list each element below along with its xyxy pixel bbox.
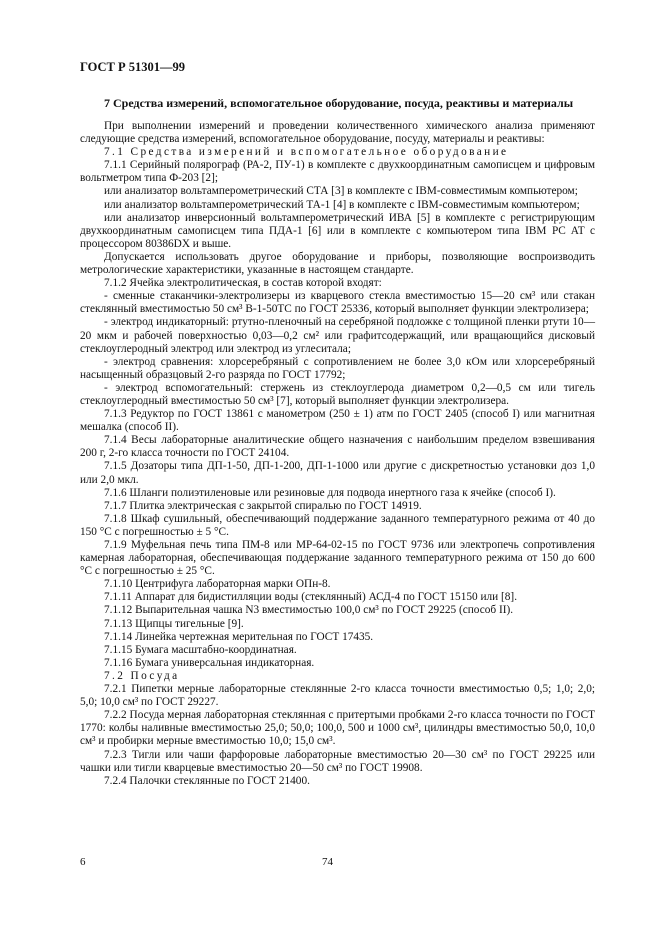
paragraph: 7.1.3 Редуктор по ГОСТ 13861 с манометром (250 ± 1) атм по ГОСТ 2405 (способ I) или магнитная мешалка (способ II). (80, 408, 595, 434)
document-body (80, 96, 595, 788)
paragraph: 7.1.8 Шкаф сушильный, обеспечивающий поддержание заданного температурного режима от 40 до 150 °С с погрешностью ± 5 °С. (80, 512, 595, 538)
paragraph: 7.1.2 Ячейка электролитическая, в состав которой входят: (104, 277, 382, 290)
subsection-heading: 7.1 Средства измерений и вспомогательное оборудование (104, 146, 509, 159)
paragraph: или анализатор вольтамперометрический СТА [3] в комплекте с IBM-совместимым компьютером; (104, 185, 578, 198)
list-item: - сменные стаканчики-электролизеры из кварцевого стекла вместимостью 15—20 см³ или стакан стеклянный вместимостью 50 см³ В-1-50ТС по ГОСТ 25336, который выполняет функции электролизера; (80, 290, 595, 316)
paragraph: 7.2.2 Посуда мерная лабораторная стеклянная с притертыми пробками 2-го класса точности по ГОСТ 1770: колбы наливные вместимостью 25,0; 50,0; 100,0, 500 и 1000 см³, цилиндры вместимостью 50,0, 10,0 см³ и пробирки мерные вместимостью 10,0; 15,0 см³. (80, 709, 595, 748)
section-title: 7 Средства измерений, вспомогательное оборудование, посуда, реактивы и материалы (104, 96, 574, 110)
paragraph: 7.1.6 Шланги полиэтиленовые или резиновые для подвода инертного газа к ячейке (способ I). (104, 486, 556, 499)
paragraph: 7.2.4 Палочки стеклянные по ГОСТ 21400. (104, 774, 310, 787)
paragraph: 7.2.3 Тигли или чаши фарфоровые лабораторные вместимостью 20—30 см³ по ГОСТ 29225 или чашки или тигли кварцевые вместимостью 20—50 см³ по ГОСТ 19908. (80, 748, 595, 774)
sheet-number: 74 (322, 856, 333, 868)
list-item: - электрод сравнения: хлорсеребряный с сопротивлением не более 3,0 кОм или хлорсеребряный насыщенный образцовый 2-го разряда по ГОСТ 17792; (80, 355, 595, 381)
paragraph: или анализатор вольтамперометрический ТА-1 [4] в комплекте с IBM-совместимым компьютером; (104, 198, 580, 211)
paragraph: 7.1.11 Аппарат для бидистилляции воды (стеклянный) АСД-4 по ГОСТ 15150 или [8]. (104, 591, 518, 604)
paragraph: 7.1.13 Щипцы тигельные [9]. (104, 617, 244, 630)
list-item: - электрод вспомогательный: стержень из стеклоуглерода диаметром 0,2—0,5 см или тигель стеклоуглеродный вместимостью 50 см³ [7], который выполняет функции электролизера. (80, 381, 595, 407)
paragraph: 7.1.16 Бумага универсальная индикаторная. (104, 656, 315, 669)
paragraph: 7.1.15 Бумага масштабно-координатная. (104, 643, 297, 656)
paragraph: Допускается использовать другое оборудование и приборы, позволяющие воспроизводить метрологические характеристики, указанные в настоящем стандарте. (80, 250, 595, 277)
paragraph: 7.1.4 Весы лабораторные аналитические общего назначения с наибольшим пределом взвешивания 200 г, 2-го класса точности по ГОСТ 24104. (80, 434, 595, 460)
paragraph: 7.1.10 Центрифуга лабораторная марки ОПн-8. (104, 578, 331, 591)
standard-code: ГОСТ Р 51301—99 (80, 60, 186, 74)
paragraph: При выполнении измерений и проведении количественного химического анализа применяют следующие средства измерений, вспомогательное оборудование, посуду, материалы и реактивы: (80, 120, 595, 146)
paragraph: 7.1.7 Плитка электрическая с закрытой спиралью по ГОСТ 14919. (104, 499, 422, 512)
paragraph: или анализатор инверсионный вольтамперометрический ИВА [5] в комплекте с регистрирующим двухкоординатным самописцем типа ПДА-1 [6] или в комплекте с компьютером типа IBM PC AT с процессором 80386DX и выше. (80, 211, 595, 250)
paragraph: 7.1.5 Дозаторы типа ДП-1-50, ДП-1-200, ДП-1-1000 или другие с дискретностью установки доз 1,0 или 2,0 мкл. (80, 460, 595, 486)
paragraph: 7.1.1 Серийный полярограф (РА-2, ПУ-1) в комплекте с двухкоординатным самописцем и цифровым вольтметром типа Ф-203 [2]; (80, 159, 595, 185)
subsection-heading: 7.2 Посуда (104, 669, 180, 682)
list-item: - электрод индикаторный: ртутно-пленочный на серебряной подложке с толщиной пленки ртути 10—20 мкм и рабочей поверхностью 0,03—0,2 см² или графитсодержащий, или вращающийся дисковый стеклоуглеродный электрод или электрод из углеситала; (80, 316, 595, 355)
paragraph: 7.1.14 Линейка чертежная мерительная по ГОСТ 17435. (104, 630, 374, 643)
paragraph: 7.1.9 Муфельная печь типа ПМ-8 или МР-64-02-15 по ГОСТ 9736 или электропечь сопротивления камерная лабораторная, обеспечивающая поддержание заданного температурного режима от 150 до 600 °С с погрешностью ± 25 °С. (80, 539, 595, 578)
paragraph: 7.1.12 Выпарительная чашка N3 вместимостью 100,0 см³ по ГОСТ 29225 (способ II). (104, 604, 514, 617)
page-number: 6 (80, 856, 86, 868)
paragraph: 7.2.1 Пипетки мерные лабораторные стеклянные 2-го класса точности вместимостью 0,5; 1,0; 2,0; 5,0; 10,0 см³ по ГОСТ 29227. (80, 683, 595, 709)
